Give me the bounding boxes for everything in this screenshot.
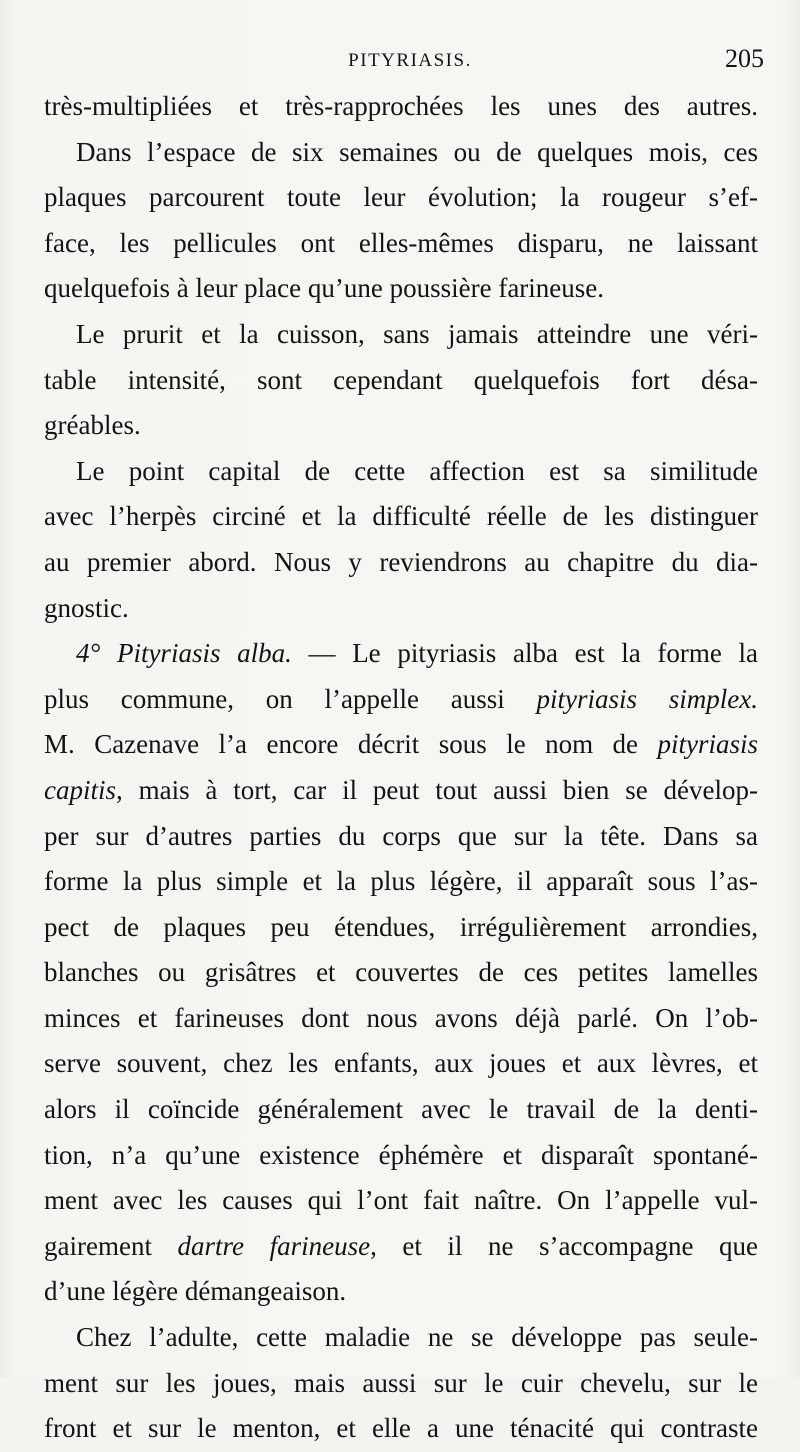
text-run: , et il ne s’accompagne que <box>370 1230 758 1261</box>
text-run: plus commune, on l’appelle aussi <box>44 683 537 714</box>
text-line: avec l’herpès circiné et la difficulté réelle de les distinguer <box>44 501 758 532</box>
text-line: gréables. <box>44 410 141 441</box>
running-head <box>40 44 770 80</box>
text-line: pect de plaques peu étendues, irrégulièrement arrondies, <box>44 911 758 942</box>
text-line: au premier abord. Nous y reviendrons au chapitre du dia- <box>44 546 758 577</box>
text-line: Le point capital de cette affection est sa similitude <box>76 455 758 486</box>
text-line <box>44 722 758 768</box>
text-line: face, les pellicules ont elles-mêmes disparu, ne laissant <box>44 227 758 258</box>
text-line: front et sur le menton, et elle a une ténacité qui contraste <box>44 1413 758 1444</box>
text-run: gairement <box>44 1230 178 1261</box>
text-line: très-multipliées et très-rapprochées les unes des autres. <box>44 91 758 121</box>
text-line: gnostic. <box>44 592 129 623</box>
text-line: table intensité, sont cependant quelquefois fort désa- <box>44 364 758 395</box>
text-line-section-heading <box>44 631 758 677</box>
text-run: , mais à tort, car il peut tout aussi bien se dévelop- <box>116 774 758 805</box>
text-line: ment sur les joues, mais aussi sur le cuir chevelu, sur le <box>44 1367 758 1398</box>
text-line: ment avec les causes qui l’ont fait naître. On l’appelle vul- <box>44 1185 758 1216</box>
text-line: tion, n’a qu’une existence éphémère et disparaît spontané- <box>44 1139 758 1170</box>
text-line: serve souvent, chez les enfants, aux joues et aux lèvres, et <box>44 1048 758 1079</box>
text-line <box>44 677 758 723</box>
text-line: Chez l’adulte, cette maladie ne se développe pas seule- <box>76 1322 758 1353</box>
running-title: PITYRIASIS. <box>348 50 472 71</box>
text-line: blanches ou grisâtres et couvertes de ces petites lamelles <box>44 957 758 988</box>
text-run: — Le pityriasis alba est la forme la <box>291 638 758 669</box>
text-run: M. Cazenave l’a encore décrit sous le nom de <box>44 729 658 760</box>
page-number: 205 <box>725 44 764 73</box>
text-line <box>44 768 758 814</box>
italic-term: capitis <box>44 774 116 805</box>
text-line: per sur d’autres parties du corps que sur la tête. Dans sa <box>44 820 758 851</box>
italic-term: pityriasis <box>657 729 758 760</box>
text-line <box>44 1224 758 1270</box>
text-line: Dans l’espace de six semaines ou de quelques mois, ces <box>76 136 758 167</box>
italic-term: pityriasis simplex. <box>536 683 758 714</box>
text-line: plaques parcourent toute leur évolution; la rougeur s’ef- <box>44 182 758 213</box>
text-line: minces et farineuses dont nous avons déjà parlé. On l’ob- <box>44 1002 758 1033</box>
italic-term: dartre farineuse <box>177 1230 371 1261</box>
body-text <box>44 84 758 1452</box>
text-line: Le prurit et la cuisson, sans jamais atteindre une véri- <box>76 318 758 349</box>
text-line: alors il coïncide généralement avec le travail de la denti- <box>44 1094 758 1125</box>
section-heading: 4° Pityriasis alba. <box>76 638 292 669</box>
text-line: quelquefois à leur place qu’une poussière farineuse. <box>44 273 605 304</box>
text-line: forme la plus simple et la plus légère, il apparaît sous l’as- <box>44 866 758 897</box>
text-line: d’une légère démangeaison. <box>44 1276 347 1307</box>
